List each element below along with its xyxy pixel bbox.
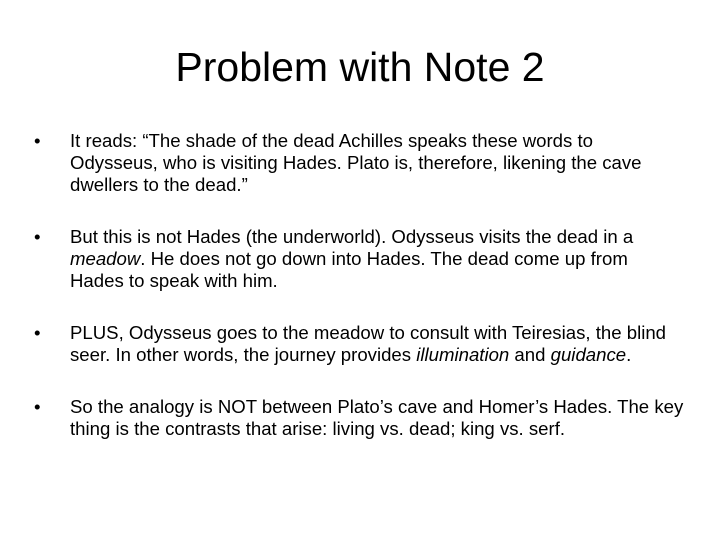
text-segment-italic: meadow <box>70 248 141 269</box>
bullet-dot: • <box>34 130 41 151</box>
bullet-list <box>34 130 684 470</box>
bullet-dot: • <box>34 396 41 417</box>
bullet-text <box>70 396 683 439</box>
bullet-dot: • <box>34 226 41 247</box>
text-segment: But this is not Hades (the underworld). Odysseus visits the dead in a <box>70 226 634 247</box>
slide-title: Problem with Note 2 <box>175 44 545 90</box>
bullet-item <box>34 322 684 366</box>
text-segment: and <box>509 344 551 365</box>
text-segment: So the analogy is NOT between Plato’s cave and Homer’s Hades. The key thing is the contrasts that arise: living vs. dead; king vs. serf. <box>70 396 684 439</box>
bullet-item <box>34 226 684 292</box>
text-segment-italic: illumination <box>416 344 510 365</box>
text-segment: PLUS, Odysseus goes to the meadow to consult with Teiresias, the blind seer. In other words, the journey provides <box>70 322 667 365</box>
text-segment-italic: guidance <box>550 344 627 365</box>
text-segment: . He does not go down into Hades. The dead come up from Hades to speak with him. <box>70 248 628 291</box>
bullet-text <box>70 130 642 195</box>
text-segment: . <box>626 344 632 365</box>
bullet-text <box>70 226 633 291</box>
text-segment: It reads: “The shade of the dead Achilles speaks these words to Odysseus, who is visiting Hades. Plato is, therefore, likening the cave dwellers to the dead.” <box>70 130 642 195</box>
bullet-item <box>34 396 684 440</box>
bullet-text <box>70 322 666 365</box>
bullet-item <box>34 130 684 196</box>
bullet-dot: • <box>34 322 41 343</box>
